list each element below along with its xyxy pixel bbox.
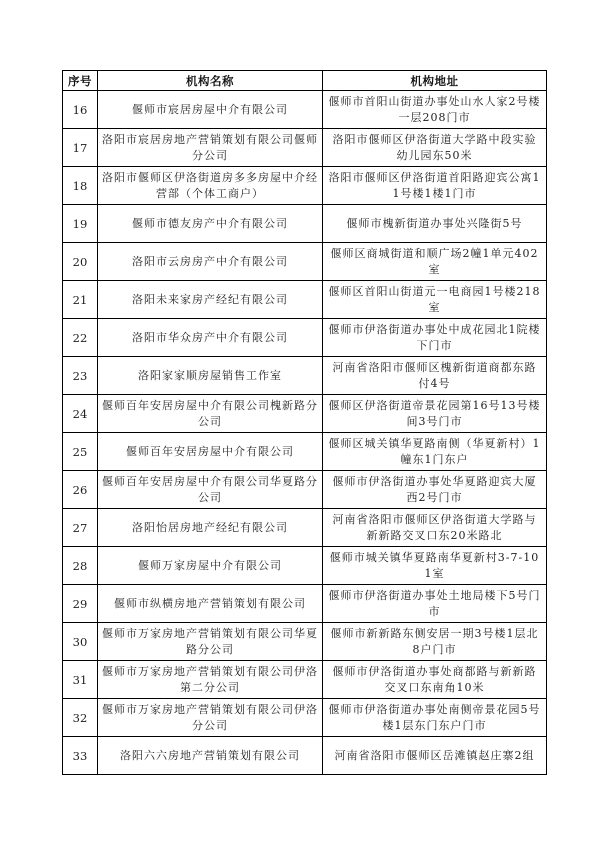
organization-address: 洛阳市偃师区伊洛街道大学路中段实验幼儿园东50米 bbox=[323, 129, 547, 167]
organization-address: 偃师区城关镇华夏路南侧（华夏新村）1幢东1门东户 bbox=[323, 433, 547, 471]
row-number: 26 bbox=[63, 471, 98, 509]
organization-name: 偃师百年安居房屋中介有限公司华夏路分公司 bbox=[98, 471, 323, 509]
organization-name: 偃师市万家房地产营销策划有限公司伊洛第二分公司 bbox=[98, 661, 323, 699]
organization-address: 洛阳市偃师区伊洛街道首阳路迎宾公寓11号楼1楼1门市 bbox=[323, 167, 547, 205]
row-number: 27 bbox=[63, 509, 98, 547]
organization-name: 偃师市纵横房地产营销策划有限公司 bbox=[98, 585, 323, 623]
table-row bbox=[63, 509, 547, 547]
table-row bbox=[63, 129, 547, 167]
organization-address: 偃师市伊洛街道办事处南侧帝景花园5号楼1层东门东户门市 bbox=[323, 699, 547, 737]
organization-table bbox=[62, 70, 547, 775]
header-organization-name: 机构名称 bbox=[98, 71, 323, 91]
organization-address: 偃师市伊洛街道办事处中成花园北1院楼下门市 bbox=[323, 319, 547, 357]
table-row bbox=[63, 623, 547, 661]
table-row bbox=[63, 205, 547, 243]
organization-name: 洛阳六六房地产营销策划有限公司 bbox=[98, 737, 323, 775]
organization-address: 河南省洛阳市偃师区岳滩镇赵庄寨2组 bbox=[323, 737, 547, 775]
table-body bbox=[63, 91, 547, 775]
row-number: 25 bbox=[63, 433, 98, 471]
row-number: 17 bbox=[63, 129, 98, 167]
organization-name: 偃师百年安居房屋中介有限公司槐新路分公司 bbox=[98, 395, 323, 433]
organization-address: 河南省洛阳市偃师区槐新街道商都东路付4号 bbox=[323, 357, 547, 395]
table-row bbox=[63, 471, 547, 509]
header-row bbox=[63, 71, 547, 91]
row-number: 24 bbox=[63, 395, 98, 433]
table-row bbox=[63, 91, 547, 129]
row-number: 23 bbox=[63, 357, 98, 395]
organization-name: 偃师百年安居房屋中介有限公司 bbox=[98, 433, 323, 471]
row-number: 30 bbox=[63, 623, 98, 661]
header-serial-number: 序号 bbox=[63, 71, 98, 91]
table-header bbox=[63, 71, 547, 91]
organization-address: 偃师市新新路东侧安居一期3号楼1层北8户门市 bbox=[323, 623, 547, 661]
row-number: 21 bbox=[63, 281, 98, 319]
organization-name: 洛阳市宸居房地产营销策划有限公司偃师分公司 bbox=[98, 129, 323, 167]
row-number: 29 bbox=[63, 585, 98, 623]
organization-address: 偃师市伊洛街道办事处土地局楼下5号门市 bbox=[323, 585, 547, 623]
organization-address: 河南省洛阳市偃师区伊洛街道大学路与新新路交叉口东20米路北 bbox=[323, 509, 547, 547]
organization-name: 洛阳市偃师区伊洛街道房多多房屋中介经营部（个体工商户） bbox=[98, 167, 323, 205]
organization-name: 洛阳怡居房地产经纪有限公司 bbox=[98, 509, 323, 547]
table-row bbox=[63, 281, 547, 319]
row-number: 32 bbox=[63, 699, 98, 737]
table-row bbox=[63, 547, 547, 585]
organization-address: 偃师市首阳山街道办事处山水人家2号楼一层208门市 bbox=[323, 91, 547, 129]
organization-address: 偃师市伊洛街道办事处商都路与新新路交叉口东南角10米 bbox=[323, 661, 547, 699]
row-number: 33 bbox=[63, 737, 98, 775]
row-number: 19 bbox=[63, 205, 98, 243]
organization-name: 偃师万家房屋中介有限公司 bbox=[98, 547, 323, 585]
organization-name: 洛阳家家顺房屋销售工作室 bbox=[98, 357, 323, 395]
table-row bbox=[63, 661, 547, 699]
organization-name: 偃师市万家房地产营销策划有限公司华夏路分公司 bbox=[98, 623, 323, 661]
table-row bbox=[63, 357, 547, 395]
organization-address: 偃师市城关镇华夏路南华夏新村3-7-101室 bbox=[323, 547, 547, 585]
organization-address: 偃师市槐新街道办事处兴隆街5号 bbox=[323, 205, 547, 243]
table-row bbox=[63, 585, 547, 623]
organization-name: 洛阳市华众房产中介有限公司 bbox=[98, 319, 323, 357]
organization-name: 偃师市宸居房屋中介有限公司 bbox=[98, 91, 323, 129]
row-number: 16 bbox=[63, 91, 98, 129]
row-number: 28 bbox=[63, 547, 98, 585]
organization-name: 偃师市德友房产中介有限公司 bbox=[98, 205, 323, 243]
organization-address: 偃师区首阳山街道元一电商园1号楼218室 bbox=[323, 281, 547, 319]
table-row bbox=[63, 433, 547, 471]
row-number: 18 bbox=[63, 167, 98, 205]
header-organization-address: 机构地址 bbox=[323, 71, 547, 91]
table-row bbox=[63, 167, 547, 205]
row-number: 22 bbox=[63, 319, 98, 357]
table-row bbox=[63, 243, 547, 281]
table-row bbox=[63, 319, 547, 357]
organization-address: 偃师区商城街道和顺广场2幢1单元402室 bbox=[323, 243, 547, 281]
organization-address: 偃师市伊洛街道办事处华夏路迎宾大厦西2号门市 bbox=[323, 471, 547, 509]
organization-name: 洛阳未来家房产经纪有限公司 bbox=[98, 281, 323, 319]
table-row bbox=[63, 699, 547, 737]
organization-address: 偃师区伊洛街道帝景花园第16号13号楼间3号门市 bbox=[323, 395, 547, 433]
row-number: 31 bbox=[63, 661, 98, 699]
organization-name: 偃师市万家房地产营销策划有限公司伊洛分公司 bbox=[98, 699, 323, 737]
row-number: 20 bbox=[63, 243, 98, 281]
organization-name: 洛阳市云房房产中介有限公司 bbox=[98, 243, 323, 281]
table-row bbox=[63, 395, 547, 433]
table-row bbox=[63, 737, 547, 775]
